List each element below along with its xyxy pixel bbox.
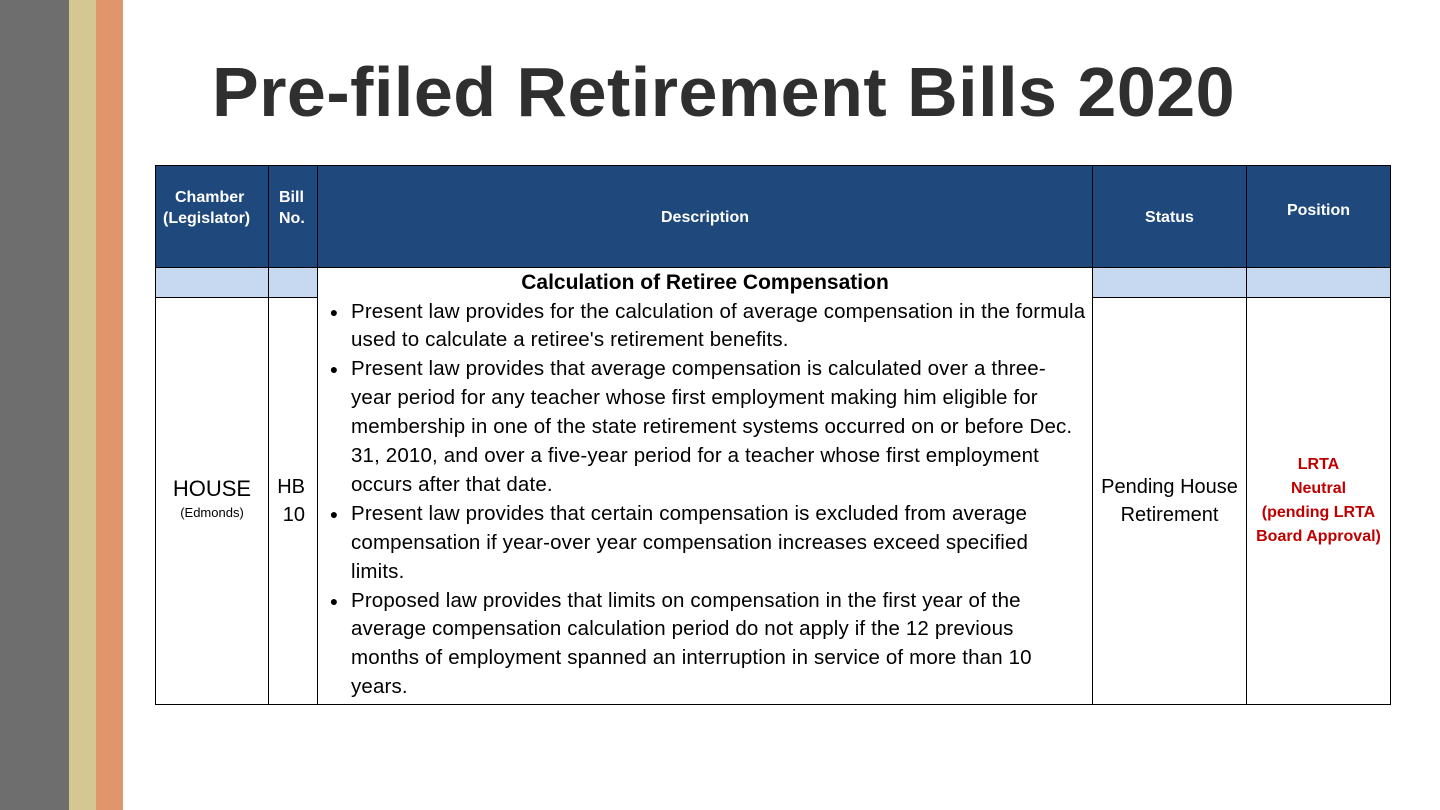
header-no-label: No.: [279, 210, 305, 227]
bullet-icon: ●: [329, 303, 339, 320]
bullet-text: Present law provides that average compensation is calculated over a three-year period for any teacher whose first employment making him eligible for membership in one of the state retirement systems occurred on or before Dec. 31, 2010, and over a five-year period for a teacher whose first employment occurs after that date.: [351, 357, 1073, 496]
header-position: Position: [1247, 166, 1391, 268]
section-cell-chamber: [156, 268, 269, 298]
description-bullet: [326, 500, 1086, 587]
section-cell-status: [1093, 268, 1247, 298]
decorative-stripe-orange: [96, 0, 123, 810]
header-chamber: [156, 166, 269, 268]
header-bill-label: Bill: [279, 189, 304, 206]
page-title: Pre-filed Retirement Bills 2020: [212, 53, 1236, 131]
bills-table: [155, 165, 1391, 705]
bullet-icon: ●: [329, 592, 339, 609]
description-bullet: [326, 298, 1086, 356]
position-line3: (pending LRTA: [1261, 504, 1376, 522]
description-bullet: [326, 355, 1086, 500]
header-status: Status: [1093, 166, 1247, 268]
position-line1: LRTA: [1297, 456, 1340, 474]
header-legislator-label: (Legislator): [163, 210, 251, 227]
bullet-text: Present law provides that certain compensation is excluded from average compensation if year-over year compensation increases exceed specified limits.: [351, 501, 1029, 583]
chamber-cell: [156, 298, 269, 705]
bill-number: 10: [282, 504, 305, 527]
chamber-name: HOUSE: [172, 476, 252, 502]
description-cell: [318, 298, 1093, 705]
position-line4: Board Approval): [1256, 528, 1381, 546]
bullet-text: Proposed law provides that limits on compensation in the first year of the average compensation calculation period do not apply if the 12 previous months of employment spanned an interruption in service of more than 10 years.: [351, 588, 1032, 699]
table-header-row: [156, 166, 1391, 268]
bullet-text: Present law provides for the calculation of average compensation in the formula used to calculate a retiree's retirement benefits.: [351, 299, 1086, 352]
bullet-icon: ●: [329, 505, 339, 522]
header-description: Description: [318, 166, 1093, 268]
legislator-name: (Edmonds): [180, 505, 244, 521]
position-line2: Neutral: [1290, 480, 1347, 498]
section-title-text: Calculation of Retiree Compensation: [521, 271, 889, 295]
section-title: [318, 268, 1093, 298]
section-row: [156, 268, 1391, 298]
decorative-stripe-tan: [69, 0, 96, 810]
section-cell-bill: [269, 268, 318, 298]
bill-number-cell: [269, 298, 318, 705]
header-chamber-label: Chamber: [175, 189, 245, 206]
section-cell-position: [1247, 268, 1391, 298]
decorative-stripe-gray: [0, 0, 69, 810]
description-bullet: [326, 587, 1086, 703]
bullet-icon: ●: [329, 361, 339, 378]
bill-prefix: HB: [277, 476, 305, 499]
header-bill-no: [269, 166, 318, 268]
status-line2: Retirement: [1120, 504, 1219, 527]
description-bullet-list: [326, 298, 1086, 703]
status-line1: Pending House: [1101, 476, 1238, 499]
position-cell: [1247, 298, 1391, 705]
table-row: [156, 298, 1391, 705]
status-cell: [1093, 298, 1247, 705]
